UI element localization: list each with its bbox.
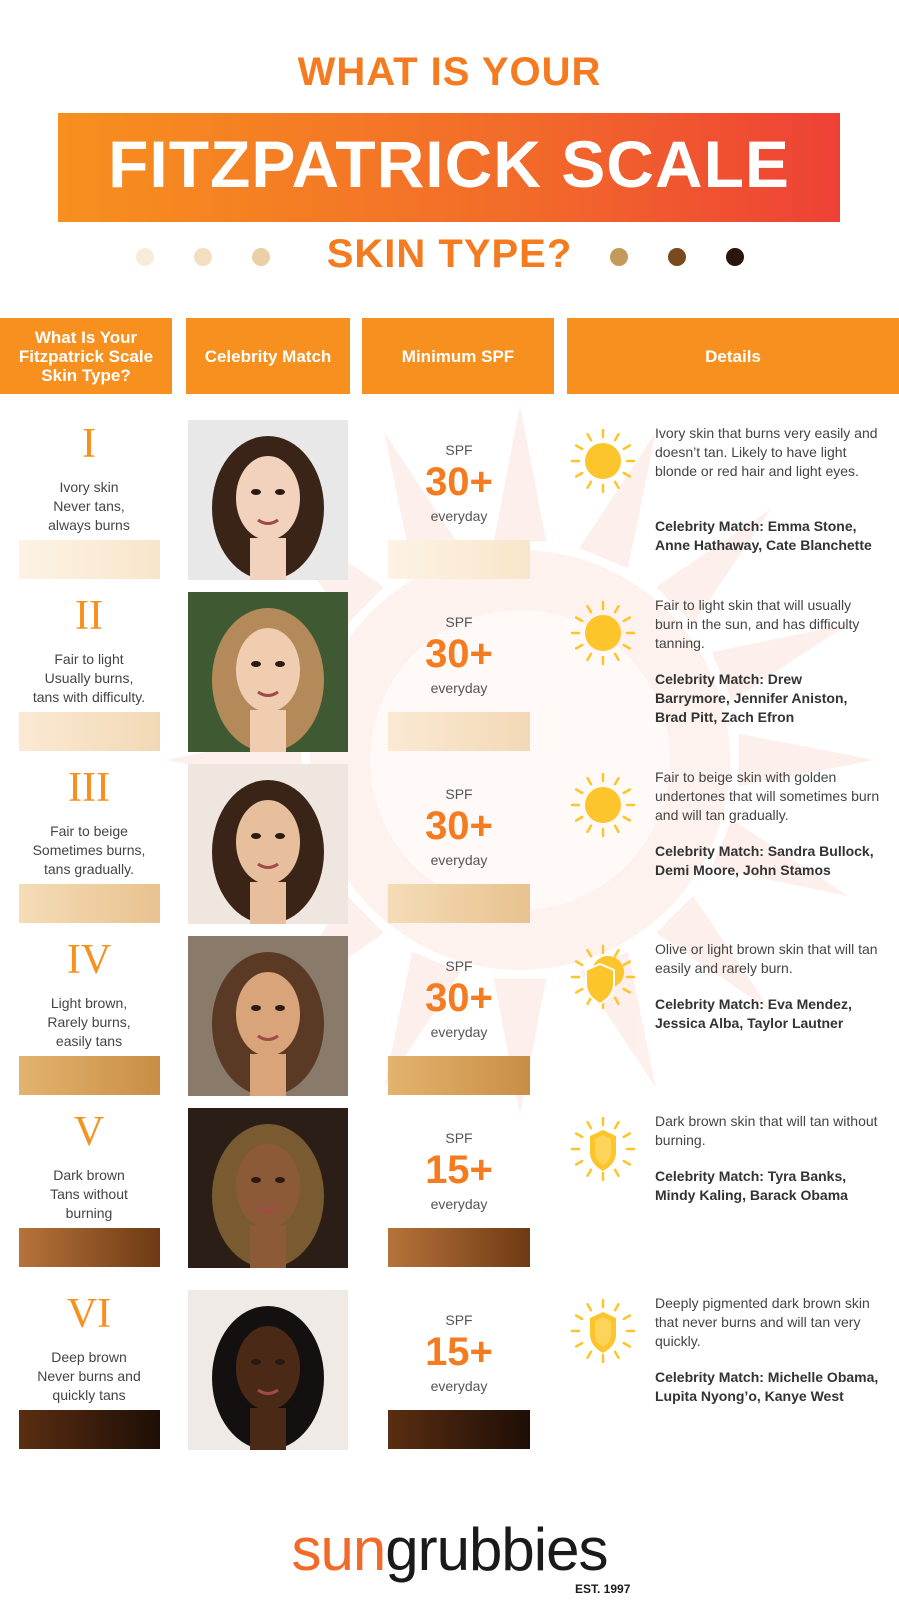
skin-type-description: Fair to beige Sometimes burns, tans gradually. bbox=[32, 823, 146, 877]
skin-type-numeral: II bbox=[75, 593, 103, 639]
celebrity-photo bbox=[188, 1290, 348, 1450]
spf-frequency: everyday bbox=[430, 852, 488, 868]
skin-tone-swatch bbox=[19, 712, 160, 751]
skin-tone-swatch bbox=[388, 1410, 530, 1449]
skin-tone-dot bbox=[668, 248, 686, 266]
spf-value: 30+ bbox=[425, 632, 493, 676]
skin-type-details: Olive or light brown skin that will tan easily and rarely burn. bbox=[655, 941, 878, 976]
celebrity-match: Celebrity Match: Eva Mendez, Jessica Alba, Taylor Lautner bbox=[655, 996, 852, 1031]
spf-frequency: everyday bbox=[430, 508, 488, 524]
skin-type-description: Fair to light Usually burns, tans with difficulty. bbox=[32, 651, 146, 705]
column-header-details: Details bbox=[567, 318, 899, 394]
skin-tone-swatch bbox=[388, 1056, 530, 1095]
spf-label: SPF bbox=[445, 786, 473, 802]
spf-frequency: everyday bbox=[430, 1378, 488, 1394]
shield-icon bbox=[568, 1296, 638, 1366]
celebrity-photo bbox=[188, 764, 348, 924]
sun-icon bbox=[568, 426, 638, 496]
skin-tone-swatch bbox=[19, 1228, 160, 1267]
skin-type-description: Ivory skin Never tans, always burns bbox=[48, 479, 130, 533]
skin-type-numeral: IV bbox=[66, 937, 112, 983]
column-header-type: What Is Your Fitzpatrick Scale Skin Type? bbox=[0, 318, 172, 394]
spf-frequency: everyday bbox=[430, 1196, 488, 1212]
skin-tone-swatch bbox=[19, 884, 160, 923]
skin-type-details: Dark brown skin that will tan without burning. bbox=[655, 1113, 878, 1148]
celebrity-match: Celebrity Match: Drew Barrymore, Jennifer Aniston, Brad Pitt, Zach Efron bbox=[655, 671, 848, 725]
logo-established: EST. 1997 bbox=[575, 1582, 631, 1596]
spf-frequency: everyday bbox=[430, 1024, 488, 1040]
spf-label: SPF bbox=[445, 1312, 473, 1328]
skin-type-numeral: III bbox=[68, 765, 110, 811]
sun-shield-icon bbox=[568, 942, 638, 1012]
skin-type-description: Dark brown Tans without burning bbox=[50, 1167, 128, 1221]
celebrity-photo bbox=[188, 936, 348, 1096]
skin-tone-dot bbox=[136, 248, 154, 266]
skin-type-description: Light brown, Rarely burns, easily tans bbox=[47, 995, 131, 1049]
skin-tone-swatch bbox=[19, 1410, 160, 1449]
celebrity-photo bbox=[188, 1108, 348, 1268]
sun-icon bbox=[568, 770, 638, 840]
brand-logo bbox=[0, 1515, 899, 1584]
skin-tone-swatch bbox=[388, 540, 530, 579]
skin-tone-dot bbox=[194, 248, 212, 266]
celebrity-match: Celebrity Match: Tyra Banks, Mindy Kaling, Barack Obama bbox=[655, 1168, 848, 1203]
spf-label: SPF bbox=[445, 442, 473, 458]
skin-tone-swatch bbox=[388, 884, 530, 923]
column-header-spf: Minimum SPF bbox=[362, 318, 554, 394]
celebrity-match: Celebrity Match: Emma Stone, Anne Hathaway, Cate Blanchette bbox=[655, 518, 872, 553]
spf-label: SPF bbox=[445, 958, 473, 974]
skin-tone-swatch bbox=[388, 712, 530, 751]
celebrity-photo bbox=[188, 592, 348, 752]
title-line-2: FITZPATRICK SCALE bbox=[108, 127, 790, 201]
title-line-1: WHAT IS YOUR bbox=[297, 50, 602, 94]
logo-part-grubbies: grubbies bbox=[385, 1516, 608, 1583]
spf-value: 30+ bbox=[425, 460, 493, 504]
celebrity-photo bbox=[188, 420, 348, 580]
skin-tone-swatch bbox=[19, 1056, 160, 1095]
skin-type-details: Fair to beige skin with golden undertones that will sometimes burn and will tan gradually. bbox=[655, 769, 880, 823]
skin-type-details: Fair to light skin that will usually burn in the sun, and has difficulty tanning. bbox=[655, 597, 860, 651]
skin-type-details: Ivory skin that burns very easily and doesn’t tan. Likely to have light blonde or red hair and light eyes. bbox=[655, 425, 878, 479]
sun-icon bbox=[568, 598, 638, 668]
spf-value: 15+ bbox=[425, 1330, 493, 1374]
column-header-celebrity: Celebrity Match bbox=[186, 318, 350, 394]
spf-label: SPF bbox=[445, 614, 473, 630]
skin-type-details: Deeply pigmented dark brown skin that never burns and will tan very quickly. bbox=[655, 1295, 870, 1349]
spf-value: 30+ bbox=[425, 976, 493, 1020]
skin-tone-dot bbox=[610, 248, 628, 266]
skin-type-numeral: V bbox=[73, 1109, 105, 1155]
celebrity-match: Celebrity Match: Sandra Bullock, Demi Moore, John Stamos bbox=[655, 843, 874, 878]
shield-icon bbox=[568, 1114, 638, 1184]
skin-type-description: Deep brown Never burns and quickly tans bbox=[37, 1349, 141, 1403]
skin-type-numeral: VI bbox=[66, 1291, 112, 1337]
skin-tone-dot bbox=[726, 248, 744, 266]
spf-value: 30+ bbox=[425, 804, 493, 848]
spf-label: SPF bbox=[445, 1130, 473, 1146]
skin-tone-swatch bbox=[388, 1228, 530, 1267]
celebrity-match: Celebrity Match: Michelle Obama, Lupita Nyong’o, Kanye West bbox=[655, 1369, 879, 1404]
logo-part-sun: sun bbox=[291, 1516, 386, 1583]
skin-tone-dot bbox=[252, 248, 270, 266]
spf-value: 15+ bbox=[425, 1148, 493, 1192]
title-line-3: SKIN TYPE? bbox=[326, 232, 573, 276]
spf-frequency: everyday bbox=[430, 680, 488, 696]
skin-type-numeral: I bbox=[82, 421, 96, 467]
skin-tone-swatch bbox=[19, 540, 160, 579]
